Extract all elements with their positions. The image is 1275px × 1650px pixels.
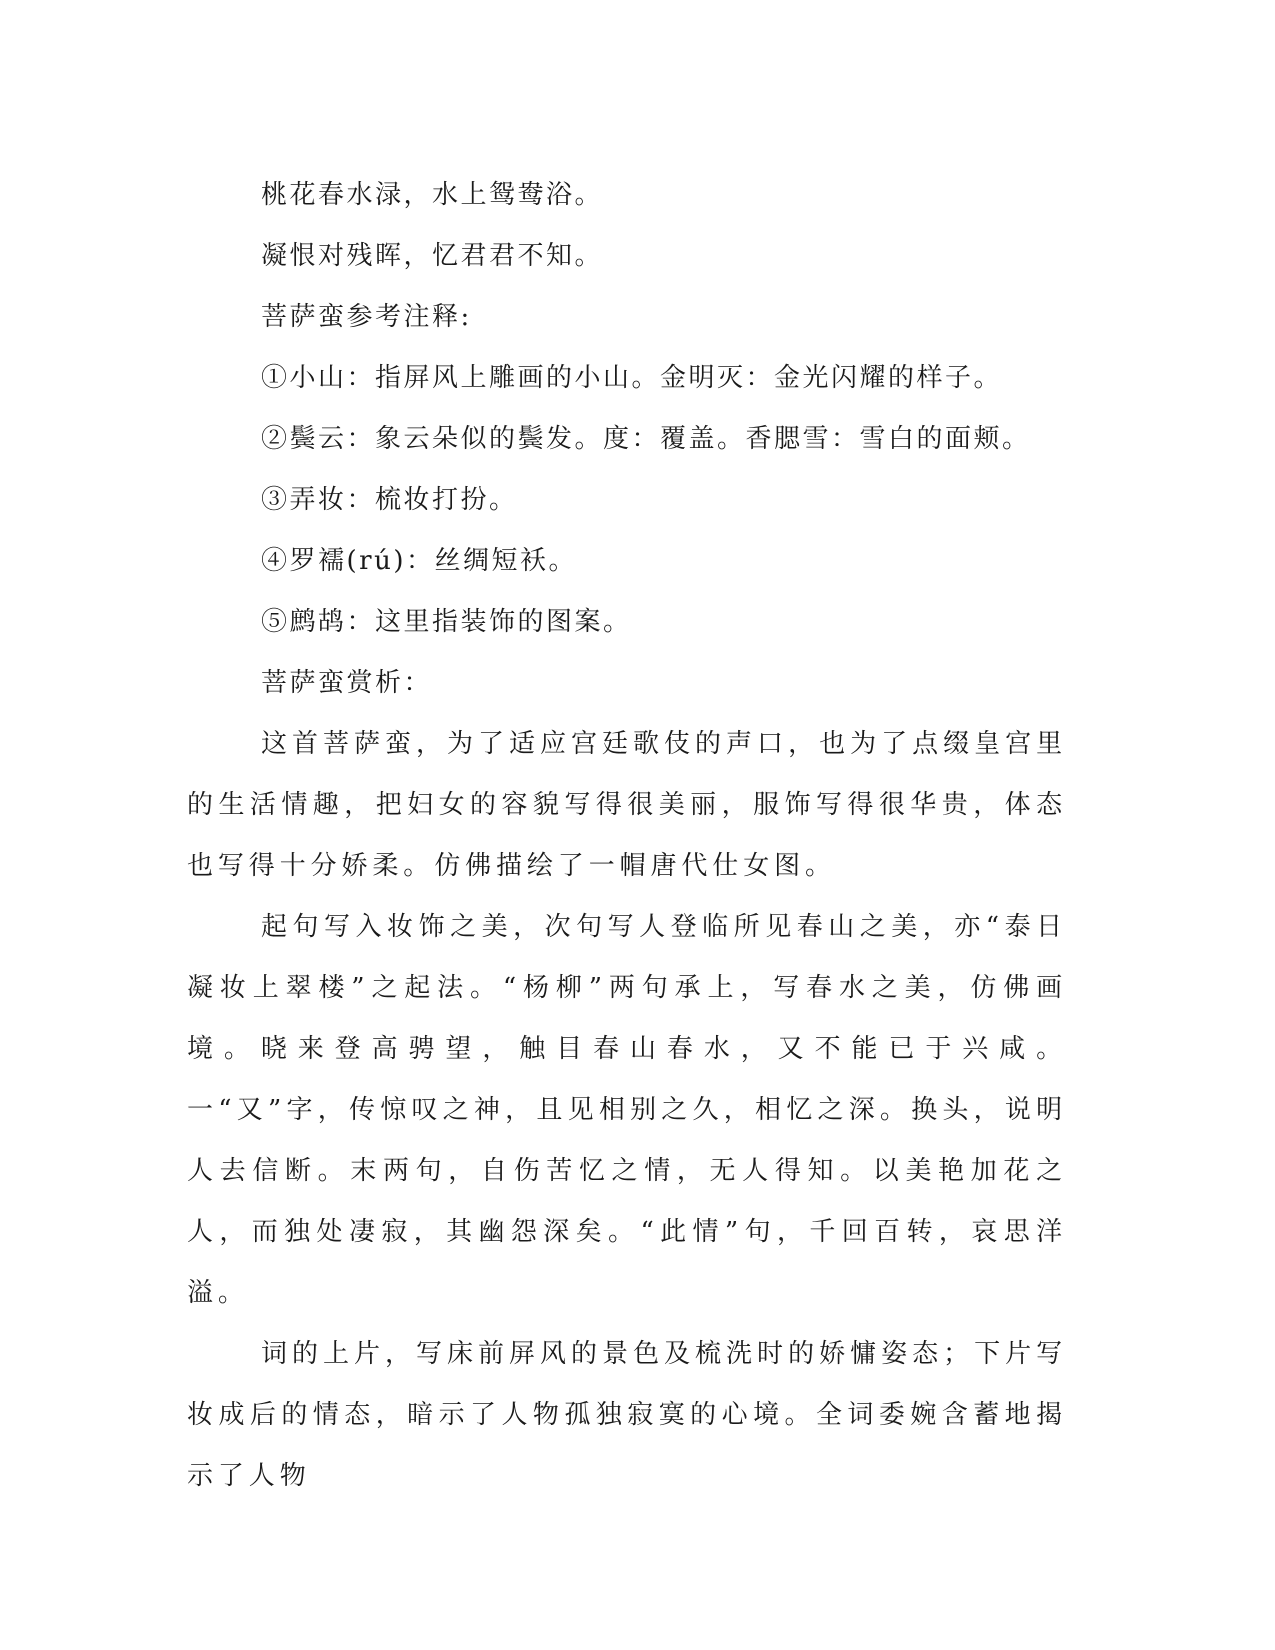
note-item-4: ④罗襦(rú)：丝绸短袄。 (261, 546, 577, 576)
analysis-paragraph-2: 起句写入妆饰之美，次句写人登临所见春山之美，亦“泰日凝妆上翠楼”之起法。“杨柳”两句承上，写春水之美，仿佛画境。晓来登高骋望，触目春山春水，又不能已于兴咸。一“又”字，传惊叹之神，且见相别之久，相忆之深。换头，说明人去信断。末两句，自伤苦忆之情，无人得知。以美艳加花之人，而独处凄寂，其幽怨深矣。“此情”句，千回百转，哀思洋溢。 (187, 912, 1067, 1308)
poem-line-1: 桃花春水渌，水上鸳鸯浴。 (261, 180, 604, 210)
notes-heading: 菩萨蛮参考注释: (261, 302, 472, 332)
analysis-paragraph-3: 词的上片，写床前屏风的景色及梳洗时的娇慵姿态；下片写妆成后的情态，暗示了人物孤独寂寞的心境。全词委婉含蓄地揭示了人物 (187, 1339, 1067, 1491)
note-item-1: ①小山：指屏风上雕画的小山。金明灭：金光闪耀的样子。 (261, 363, 1003, 393)
document-body (187, 165, 1067, 1507)
note-item-3: ③弄妆：梳妆打扮。 (261, 485, 518, 515)
note-item-5: ⑤鹧鸪：这里指装饰的图案。 (261, 607, 632, 637)
poem-line-2: 凝恨对残晖，忆君君不知。 (261, 241, 604, 271)
note-item-2: ②鬓云：象云朵似的鬓发。度：覆盖。香腮雪：雪白的面颊。 (261, 424, 1031, 454)
analysis-paragraph-1: 这首菩萨蛮，为了适应宫廷歌伎的声口，也为了点缀皇宫里的生活情趣，把妇女的容貌写得很美丽，服饰写得很华贵，体态也写得十分娇柔。仿佛描绘了一帽唐代仕女图。 (187, 729, 1067, 881)
analysis-heading: 菩萨蛮赏析： (261, 668, 433, 698)
